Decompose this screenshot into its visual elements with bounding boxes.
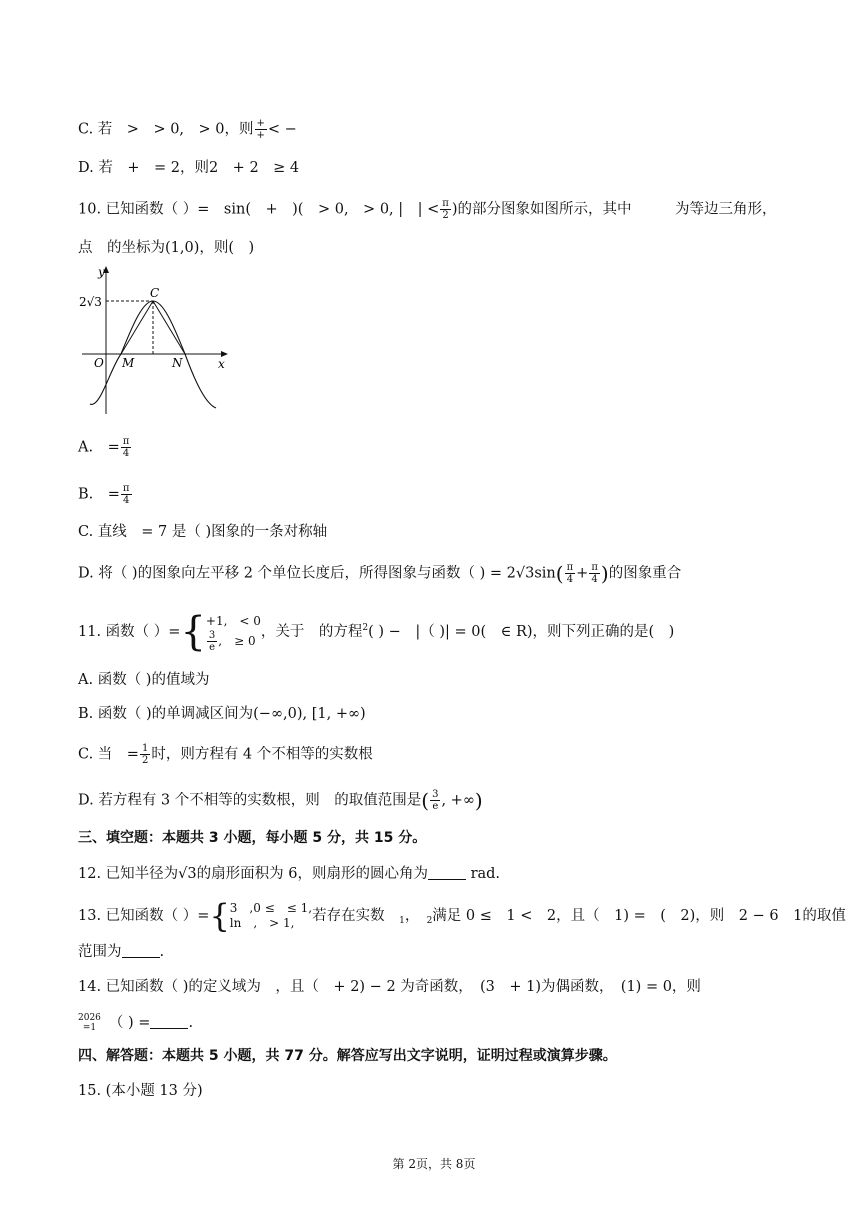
q9-option-c-tail: < − — [267, 121, 297, 138]
fraction-denominator: 2 — [442, 210, 449, 221]
q10-stem-part2: )的部分图象如图所示，其中 为等边三角形， — [451, 201, 777, 218]
section3-title: 三、填空题：本题共 3 小题，每小题 5 分，共 15 分。 — [78, 830, 427, 846]
q10-option-b — [78, 483, 133, 506]
q13-mid: 若存在实数 — [312, 908, 385, 924]
fraction-numerator: π — [122, 483, 130, 494]
fraction-numerator: 3 — [208, 629, 216, 641]
sum-lower-limit: =1 — [82, 1023, 97, 1033]
point-n-label: N — [172, 356, 183, 370]
option-d-prefix: D. 若方程有 3 个不相等的实数根，则 的取值范围是 — [78, 792, 422, 809]
sum-upper-limit: 2026 — [78, 1013, 101, 1023]
fraction-denominator: e — [432, 801, 439, 812]
q13-piecewise — [230, 901, 312, 931]
q10-stem-line2: 点 的坐标为(1,0)，则( ) — [78, 240, 255, 256]
fraction-denominator: + — [256, 130, 265, 141]
fraction-numerator: π — [566, 562, 574, 573]
fraction-denominator: 4 — [566, 574, 574, 585]
q10-option-c: C. 直线 = 7 是（ )图象的一条对称轴 — [78, 524, 328, 540]
option-d-fraction2 — [589, 562, 600, 585]
answer-blank — [150, 1014, 188, 1029]
q11-option-a: A. 函数（ )的值域为 — [78, 672, 210, 688]
section4-title: 四、解答题：本题共 5 小题，共 77 分。解答应写出文字说明，证明过程或演算步骤。 — [78, 1048, 617, 1064]
option-d-fraction1 — [565, 562, 576, 585]
page-footer: 第 2页，共 8页 — [392, 1157, 476, 1171]
q14-line2-suffix: . — [188, 1015, 194, 1031]
q12 — [78, 864, 500, 884]
q11-option-c — [78, 743, 373, 766]
fraction-denominator: 4 — [122, 448, 130, 459]
fraction-denominator: 4 — [123, 495, 130, 506]
q11-stem: 11. 函数（ ）={ +1, < 0 $\frac{3}{e}$ , ≥ 0 ，关于 的方程$^2$( ) − |（ )| = 0( ∈ R)，则下列正确的是( ) — [78, 609, 675, 655]
option-d-part2: 的图象重合 — [608, 565, 682, 582]
q13-sub2: 2 — [426, 916, 433, 926]
q9-option-c-text: C. 若 > > 0, > 0，则 — [78, 121, 254, 138]
q11-option-b: B. 函数（ )的单调减区间为(−∞,0), [1, +∞) — [78, 706, 366, 722]
option-c-fraction — [140, 743, 150, 766]
option-b-prefix: B. = — [78, 486, 120, 503]
sine-graph — [78, 264, 238, 424]
x-axis-label: x — [218, 357, 225, 371]
origin-label: O — [94, 356, 104, 370]
q11-case2-fraction — [207, 630, 217, 653]
triangle-side-mc — [121, 301, 153, 354]
q11-stem-rest: ( ) − |（ )| = 0( ∈ R)，则下列正确的是( ) — [368, 624, 675, 640]
answer-blank — [428, 865, 466, 880]
option-d-fraction — [430, 789, 440, 812]
answer-blank — [122, 943, 160, 958]
y-value-label: 2√3 — [79, 295, 102, 309]
q13-case1: 3 ,0 ≤ ≤ 1, — [229, 901, 313, 915]
q10-stem — [78, 198, 777, 221]
q11-piecewise — [206, 612, 261, 653]
triangle-side-cn — [153, 301, 185, 354]
q11-case2-tail: , ≥ 0 — [218, 633, 256, 648]
q14-line1: 14. 已知函数（ )的定义域为 ，且（ + 2) − 2 为奇函数， (3 + 1)为偶函数， (1) = 0，则 — [78, 979, 701, 995]
q10-option-a — [78, 436, 132, 459]
option-c-prefix: C. 当 = — [78, 746, 139, 763]
q14-line2 — [78, 1008, 193, 1038]
q9-option-d: D. 若 + = 2，则2 + 2 ≥ 4 — [78, 160, 300, 176]
q13-sub1: 1 — [399, 916, 405, 926]
q10-stem-part1: 10. 已知函数（ ）= sin( + )( > 0, > 0, | | < — [78, 201, 440, 218]
q14-line2-mid: （ ) = — [108, 1015, 151, 1031]
q15-heading: 15. (本小题 13 分) — [78, 1083, 203, 1099]
option-d-suffix: , +∞ — [441, 792, 475, 809]
option-c-suffix: 时，则方程有 4 个不相等的实数根 — [151, 746, 373, 763]
q10-figure — [78, 264, 238, 428]
option-a-prefix: A. = — [78, 439, 120, 456]
q10-option-d: D. 将（ )的图象向左平移 2 个单位长度后，所得图象与函数（ ) = 2√3sin( $\frac{\pi}{4}$ + $\frac{\pi}{4}$ )的图象重合 — [78, 561, 682, 586]
q13-rest: 满足 0 ≤ 1 < 2，且（ 1) = ( 2)，则 2 − 6 1的取值 — [432, 908, 846, 924]
summation-symbol — [78, 1013, 101, 1033]
q9-option-c-fraction — [255, 118, 267, 141]
q9-option-c — [78, 118, 297, 141]
fraction-numerator: 3 — [432, 789, 439, 800]
q12-prefix: 12. 已知半径为√3的扇形面积为 6，则扇形的圆心角为 — [78, 866, 428, 882]
y-axis-label: y — [98, 265, 105, 279]
q13-line2 — [78, 942, 164, 962]
fraction-numerator: + — [256, 118, 265, 129]
fraction-numerator: 1 — [141, 743, 149, 754]
fraction-denominator: e — [209, 641, 216, 653]
q11-stem-suffix: ，关于 的方程 — [260, 624, 363, 640]
q11-stem-prefix: 11. 函数（ ）= — [78, 624, 181, 640]
q13-line2-suffix: . — [159, 944, 165, 960]
q12-suffix: rad. — [470, 866, 501, 882]
point-c-label: C — [150, 286, 160, 300]
q13-case2: ln , > 1, — [229, 916, 295, 930]
q13-comma: ， — [404, 908, 413, 924]
option-a-fraction — [121, 436, 132, 459]
fraction-denominator: 4 — [591, 574, 598, 585]
q11-superscript: 2 — [362, 623, 369, 633]
option-b-fraction — [121, 483, 132, 506]
fraction-numerator: π — [122, 436, 130, 447]
fraction-denominator: 2 — [141, 755, 149, 766]
q10-stem-fraction — [440, 198, 451, 221]
q11-case1: +1, < 0 — [205, 613, 261, 628]
q11-option-d: D. 若方程有 3 个不相等的实数根，则 的取值范围是( $\frac{3}{e}$ , +∞) — [78, 788, 483, 813]
q13: 13. 已知函数（ ）={ 3 ,0 ≤ ≤ 1, ln , > 1, 若存在实数 $_1$， $_2$满足 0 ≤ 1 < 2，且（ 1) = ( 2)，则 2 − 6 1的取值 — [78, 897, 846, 935]
option-d-part1: D. 将（ )的图象向左平移 2 个单位长度后，所得图象与函数（ ) = 2√3sin — [78, 565, 556, 582]
fraction-numerator: π — [591, 562, 598, 573]
q13-prefix: 13. 已知函数（ ）= — [78, 908, 210, 924]
q13-line2-prefix: 范围为 — [78, 944, 122, 960]
point-m-label: M — [122, 356, 135, 370]
option-d-plus: + — [576, 565, 589, 582]
fraction-numerator: π — [442, 198, 449, 209]
